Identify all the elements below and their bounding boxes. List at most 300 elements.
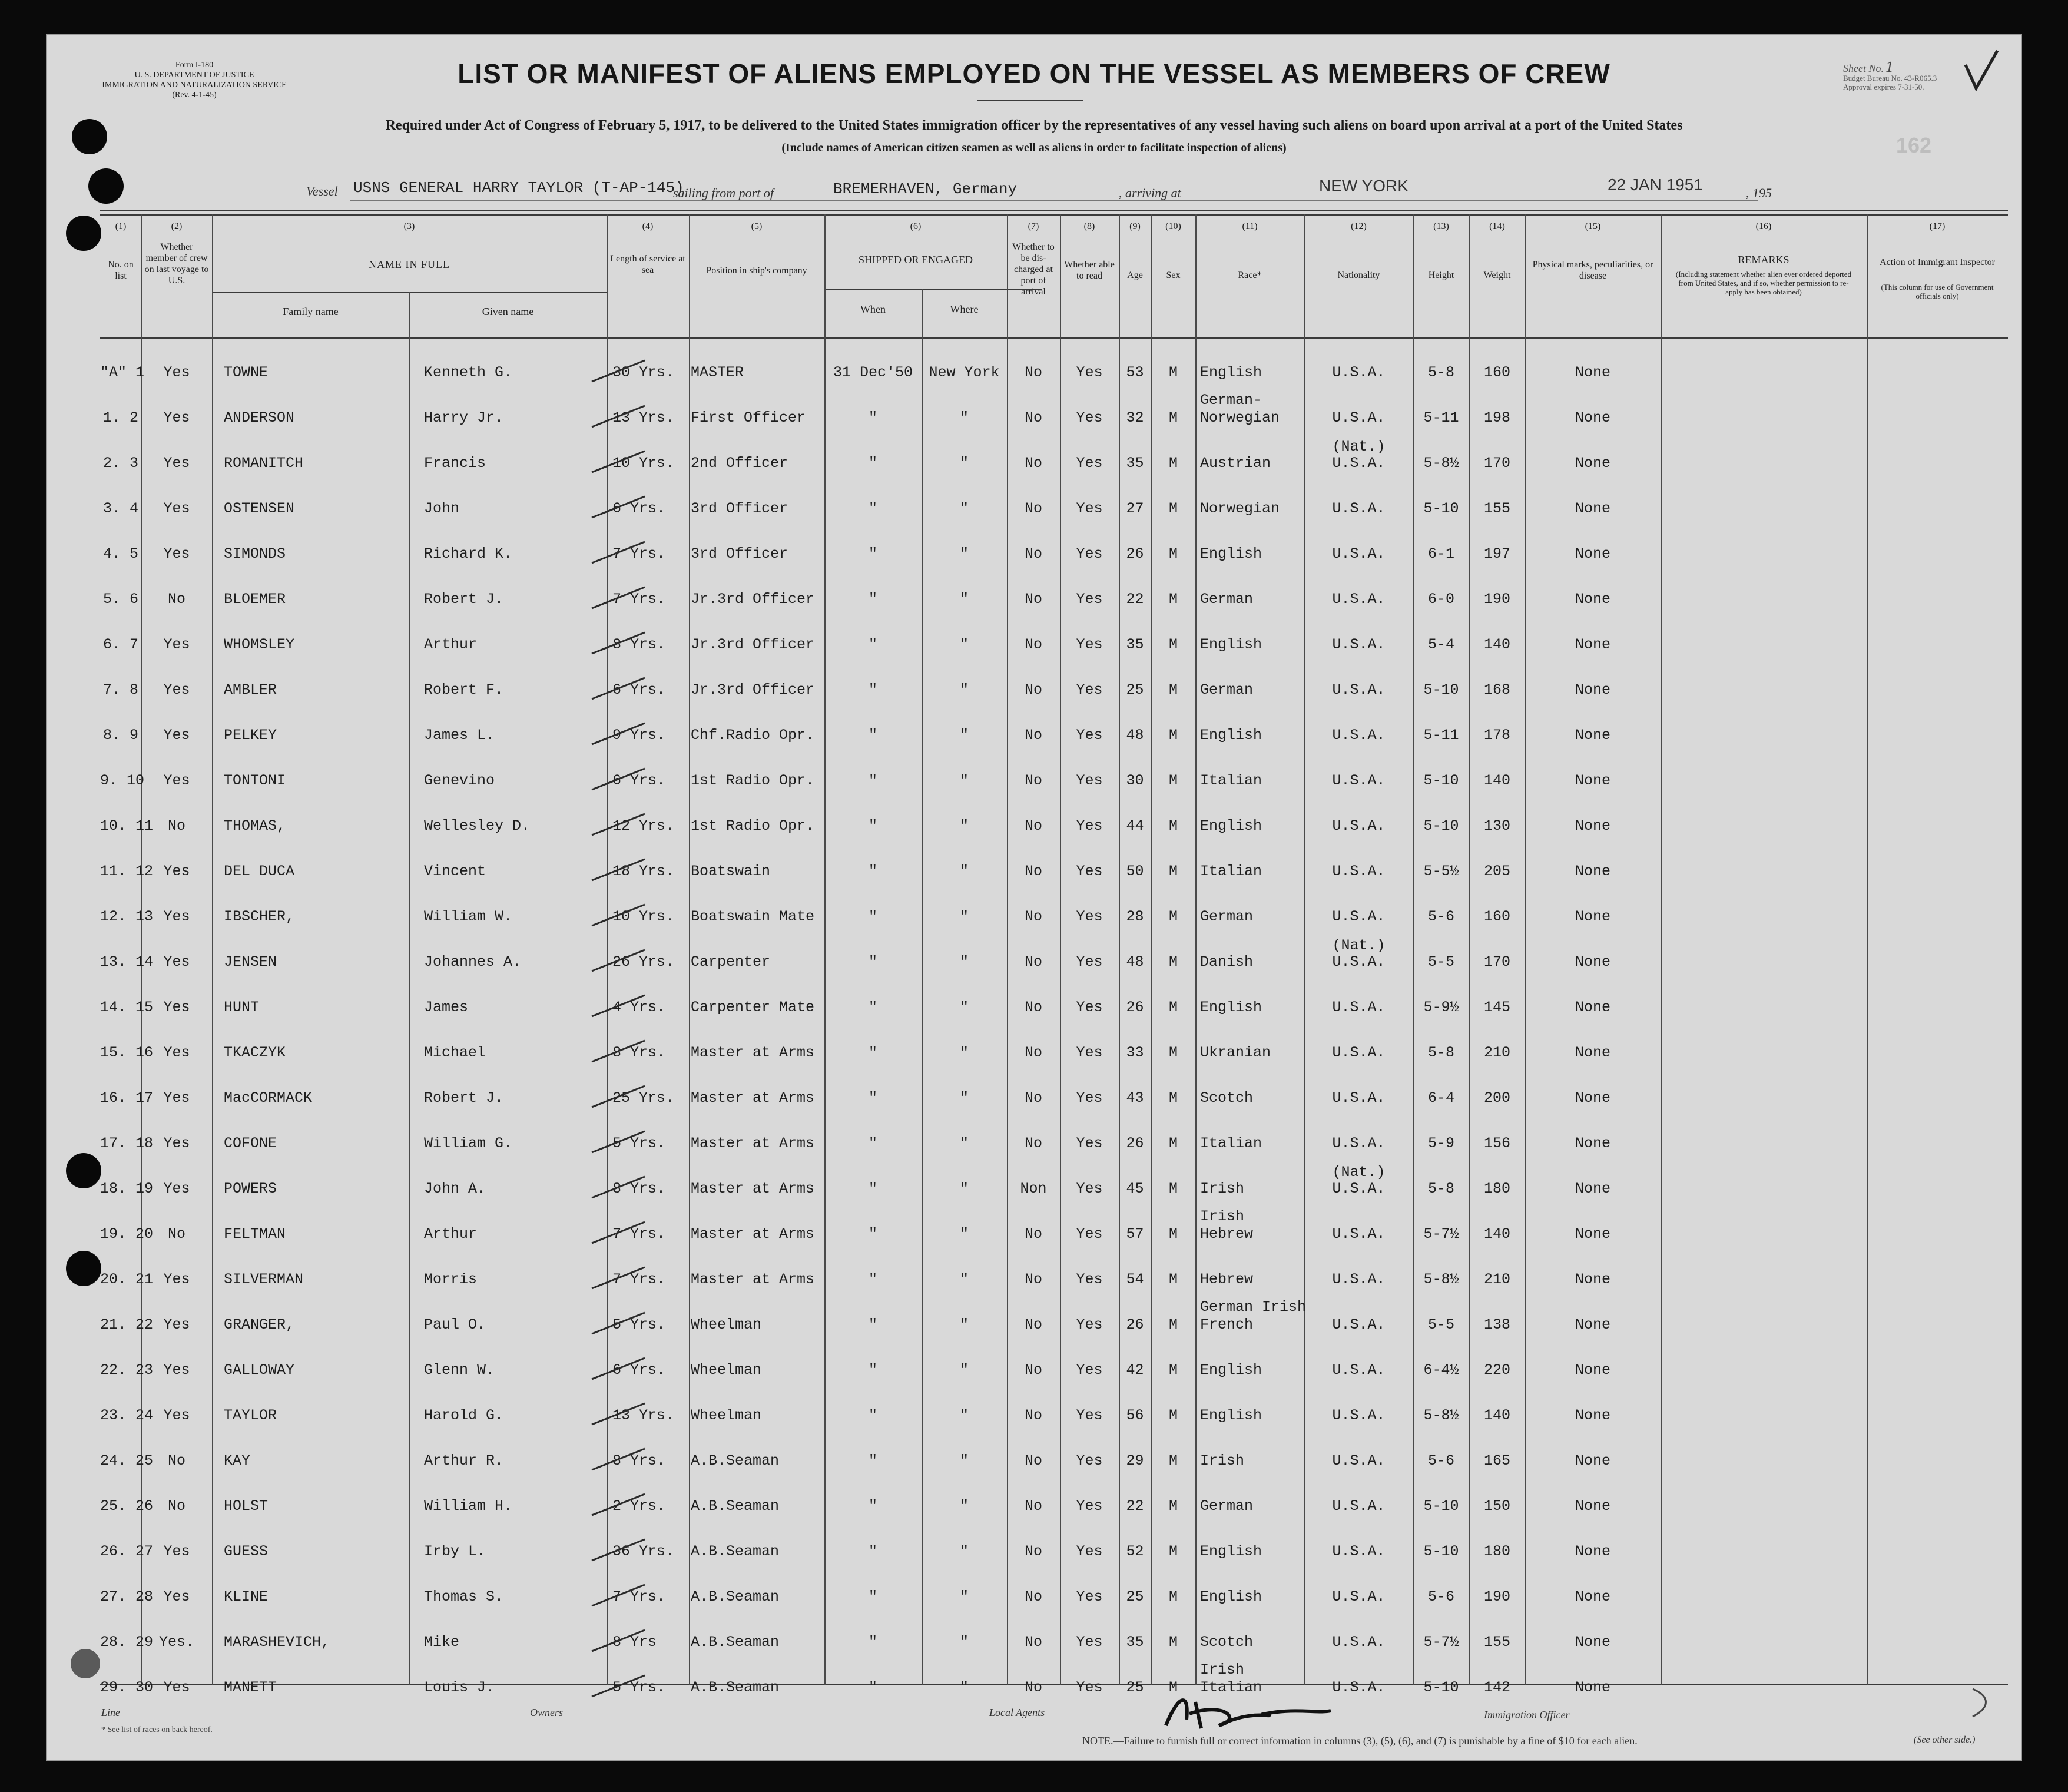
cell-service: 5 Yrs. xyxy=(612,1135,666,1152)
cell-height: 5-5 xyxy=(1427,953,1454,970)
cell-height: 5-10 xyxy=(1423,772,1459,789)
cell-disch: No xyxy=(1024,409,1042,426)
cell-where: " xyxy=(959,1135,969,1152)
cell-where: " xyxy=(959,999,969,1016)
cell-crew: Yes xyxy=(163,908,190,925)
cell-position: Carpenter Mate xyxy=(691,999,815,1016)
cell-crew: No xyxy=(167,1498,185,1515)
cell-physical: None xyxy=(1575,1452,1610,1469)
cell-no: 25. 26 xyxy=(100,1498,154,1515)
col-num: (9) xyxy=(1129,221,1141,231)
header-able-read: Whether able to read xyxy=(1064,260,1115,281)
cell-when: " xyxy=(868,1135,877,1152)
cell-disch: No xyxy=(1024,681,1042,698)
cell-given: Arthur xyxy=(424,1225,478,1243)
cell-position: 2nd Officer xyxy=(691,455,788,472)
cell-crew: Yes xyxy=(163,1271,190,1288)
cell-disch: No xyxy=(1024,1679,1042,1696)
check-stroke-icon xyxy=(586,1581,651,1611)
cell-weight: 168 xyxy=(1483,681,1510,698)
check-stroke-icon xyxy=(586,1536,651,1565)
cell-age: 25 xyxy=(1126,681,1144,698)
cell-given: John A. xyxy=(424,1180,486,1197)
cell-service: 6 Yrs. xyxy=(612,1362,666,1379)
cell-race-note: German Irish xyxy=(1200,1299,1307,1316)
cell-position: Boatswain xyxy=(691,863,771,880)
cell-race: Austrian xyxy=(1200,455,1271,472)
cell-given: Paul O. xyxy=(424,1316,486,1333)
cell-nat: U.S.A. xyxy=(1332,1135,1386,1152)
cell-physical: None xyxy=(1575,455,1610,472)
cell-weight: 155 xyxy=(1483,500,1510,517)
cell-no: 26. 27 xyxy=(100,1543,154,1560)
cell-physical: None xyxy=(1575,817,1610,834)
cell-family: MANETT xyxy=(224,1679,277,1696)
cell-service: 7 Yrs. xyxy=(612,1271,666,1288)
cell-weight: 198 xyxy=(1483,409,1510,426)
check-stroke-icon xyxy=(586,448,651,477)
cell-race: Hebrew xyxy=(1200,1225,1254,1243)
footer-officer-label: Immigration Officer xyxy=(1484,1709,1570,1721)
cell-weight: 155 xyxy=(1483,1634,1510,1651)
col-num: (10) xyxy=(1165,221,1181,231)
cell-race: English xyxy=(1200,727,1262,744)
cell-position: 1st Radio Opr. xyxy=(691,817,815,834)
cell-weight: 197 xyxy=(1483,545,1510,562)
table-row xyxy=(47,1000,2021,1045)
table-top-rule xyxy=(100,210,2008,211)
cell-position: Wheelman xyxy=(691,1407,762,1424)
title-underline xyxy=(977,100,1083,101)
cell-when: " xyxy=(868,1271,877,1288)
cell-crew: Yes xyxy=(163,953,190,970)
punch-hole xyxy=(66,216,101,251)
cell-nat: U.S.A. xyxy=(1332,1679,1386,1696)
cell-read: Yes xyxy=(1076,1225,1103,1243)
cell-when: " xyxy=(868,409,877,426)
port-from: BREMERHAVEN, Germany xyxy=(833,180,1018,198)
col-num: (15) xyxy=(1585,221,1601,231)
cell-nat: U.S.A. xyxy=(1332,863,1386,880)
cell-weight: 190 xyxy=(1483,1588,1510,1605)
cell-position: A.B.Seaman xyxy=(691,1588,780,1605)
cell-sex: M xyxy=(1168,545,1178,562)
cell-crew: Yes xyxy=(163,863,190,880)
cell-no: 27. 28 xyxy=(100,1588,154,1605)
cell-when: " xyxy=(868,908,877,925)
cell-race: English xyxy=(1200,1543,1262,1560)
cell-nat: U.S.A. xyxy=(1332,1543,1386,1560)
cell-nat: U.S.A. xyxy=(1332,817,1386,834)
cell-given: Robert F. xyxy=(424,681,504,698)
cell-service: 7 Yrs. xyxy=(612,591,666,608)
cell-service: 8 Yrs. xyxy=(612,1180,666,1197)
cell-physical: None xyxy=(1575,727,1610,744)
cell-read: Yes xyxy=(1076,681,1103,698)
check-stroke-icon xyxy=(586,402,651,432)
cell-when: " xyxy=(868,636,877,653)
table-row xyxy=(47,1499,2021,1544)
signature-icon xyxy=(1154,1684,1343,1737)
cell-given: Genevino xyxy=(424,772,495,789)
cell-height: 5-10 xyxy=(1423,681,1459,698)
cell-family: POWERS xyxy=(224,1180,277,1197)
header-crew-last-voyage: Whether member of crew on last voyage to U.S. xyxy=(144,242,209,286)
cell-physical: None xyxy=(1575,500,1610,517)
table-row xyxy=(47,1272,2021,1317)
cell-sex: M xyxy=(1168,1634,1178,1651)
cell-given: James L. xyxy=(424,727,495,744)
cell-no: 29. 30 xyxy=(100,1679,154,1696)
header-position: Position in ship's company xyxy=(706,266,807,276)
cell-read: Yes xyxy=(1076,863,1103,880)
cell-given: Irby L. xyxy=(424,1543,486,1560)
cell-disch: No xyxy=(1024,364,1042,381)
cell-when: " xyxy=(868,1407,877,1424)
cell-no: 17. 18 xyxy=(100,1135,154,1152)
cell-where: " xyxy=(959,409,969,426)
table-row xyxy=(47,819,2021,864)
cell-weight: 145 xyxy=(1483,999,1510,1016)
cell-position: Master at Arms xyxy=(691,1135,815,1152)
cell-height: 6-1 xyxy=(1427,545,1454,562)
cell-nationality-note: (Nat.) xyxy=(1332,1164,1386,1181)
check-stroke-icon xyxy=(586,1264,651,1293)
header-weight: Weight xyxy=(1483,270,1511,280)
cell-age: 50 xyxy=(1126,863,1144,880)
cell-service: 10 Yrs. xyxy=(612,455,675,472)
cell-service: 36 Yrs. xyxy=(612,1543,675,1560)
cell-position: Carpenter xyxy=(691,953,771,970)
cell-service: 18 Yrs. xyxy=(612,863,675,880)
cell-service: 6 Yrs. xyxy=(612,772,666,789)
cell-age: 54 xyxy=(1126,1271,1144,1288)
vessel-label: Vessel xyxy=(306,184,338,198)
check-stroke-icon xyxy=(586,1627,651,1656)
cell-no: 11. 12 xyxy=(100,863,154,880)
cell-nat: U.S.A. xyxy=(1332,1044,1386,1061)
cell-read: Yes xyxy=(1076,409,1103,426)
col-num: (4) xyxy=(642,221,654,231)
cell-physical: None xyxy=(1575,636,1610,653)
header-nationality: Nationality xyxy=(1337,270,1380,280)
header-length-service: Length of service at sea xyxy=(610,254,685,275)
cell-disch: No xyxy=(1024,1588,1042,1605)
cell-crew: Yes xyxy=(163,1089,190,1107)
cell-service: 2 Yrs. xyxy=(612,1498,666,1515)
cell-family: MARASHEVICH, xyxy=(224,1634,330,1651)
cell-age: 28 xyxy=(1126,908,1144,925)
cell-where: " xyxy=(959,1498,969,1515)
footer-note: NOTE.—Failure to furnish full or correct information in columns (3), (5), (6), and (7) is punishable by a fine of $10 for each alien. xyxy=(1082,1735,1638,1747)
cell-disch: No xyxy=(1024,1089,1042,1107)
cell-sex: M xyxy=(1168,591,1178,608)
cell-where: " xyxy=(959,863,969,880)
cell-race: English xyxy=(1200,636,1262,653)
cell-read: Yes xyxy=(1076,1452,1103,1469)
check-stroke-icon xyxy=(586,856,651,885)
cell-when: " xyxy=(868,772,877,789)
cell-position: A.B.Seaman xyxy=(691,1452,780,1469)
cell-weight: 142 xyxy=(1483,1679,1510,1696)
cell-height: 5-7½ xyxy=(1423,1225,1459,1243)
col-num: (11) xyxy=(1242,221,1258,231)
cell-position: 3rd Officer xyxy=(691,545,788,562)
cell-physical: None xyxy=(1575,953,1610,970)
cell-given: Thomas S. xyxy=(424,1588,504,1605)
table-row xyxy=(47,773,2021,819)
cell-crew: Yes xyxy=(163,1044,190,1061)
cell-read: Yes xyxy=(1076,1498,1103,1515)
table-row xyxy=(47,728,2021,773)
table-row xyxy=(47,1091,2021,1136)
cell-family: GRANGER, xyxy=(224,1316,295,1333)
cell-sex: M xyxy=(1168,1588,1178,1605)
cell-family: KLINE xyxy=(224,1588,269,1605)
check-stroke-icon xyxy=(586,720,651,749)
cell-physical: None xyxy=(1575,908,1610,925)
cell-when: " xyxy=(868,1679,877,1696)
cell-disch: No xyxy=(1024,1452,1042,1469)
cell-position: Wheelman xyxy=(691,1316,762,1333)
cell-read: Yes xyxy=(1076,999,1103,1016)
cell-given: Richard K. xyxy=(424,545,513,562)
table-row xyxy=(47,1299,2021,1363)
cell-no: 7. 8 xyxy=(102,681,138,698)
cell-given: Francis xyxy=(424,455,486,472)
footer-races-note: * See list of races on back hereof. xyxy=(101,1725,213,1734)
table-row xyxy=(47,438,2021,501)
cell-no: 13. 14 xyxy=(100,953,154,970)
cell-weight: 150 xyxy=(1483,1498,1510,1515)
cell-crew: Yes xyxy=(163,636,190,653)
cell-disch: No xyxy=(1024,727,1042,744)
cell-race-note: German- xyxy=(1200,392,1262,409)
cell-nat: U.S.A. xyxy=(1332,727,1386,744)
cell-read: Yes xyxy=(1076,1407,1103,1424)
page-subtitle: Required under Act of Congress of February 5, 1917, to be delivered to the United States immigration officer by the representatives of any vessel having such aliens on board upon arrival at a port of the United States xyxy=(385,118,1683,133)
cell-when: " xyxy=(868,1180,877,1197)
cell-sex: M xyxy=(1168,1044,1178,1061)
cell-physical: None xyxy=(1575,1180,1610,1197)
cell-family: COFONE xyxy=(224,1135,277,1152)
col-num: (13) xyxy=(1433,221,1449,231)
cell-race: French xyxy=(1200,1316,1254,1333)
check-stroke-icon xyxy=(586,1400,651,1429)
cell-crew: No xyxy=(167,591,185,608)
cell-read: Yes xyxy=(1076,727,1103,744)
cell-weight: 140 xyxy=(1483,1407,1510,1424)
cell-service: 6 Yrs. xyxy=(612,681,666,698)
header-given-name: Given name xyxy=(482,306,534,317)
cell-nat: U.S.A. xyxy=(1332,953,1386,970)
cell-physical: None xyxy=(1575,1135,1610,1152)
cell-height: 5-8½ xyxy=(1423,1271,1459,1288)
cell-weight: 210 xyxy=(1483,1044,1510,1061)
cell-where: " xyxy=(959,772,969,789)
cell-disch: No xyxy=(1024,1362,1042,1379)
check-stroke-icon xyxy=(586,584,651,613)
cell-no: 18. 19 xyxy=(100,1180,154,1197)
cell-where: " xyxy=(959,545,969,562)
cell-weight: 130 xyxy=(1483,817,1510,834)
cell-sex: M xyxy=(1168,455,1178,472)
cell-weight: 190 xyxy=(1483,591,1510,608)
cell-race: Norwegian xyxy=(1200,409,1280,426)
cell-age: 22 xyxy=(1126,1498,1144,1515)
check-stroke-icon xyxy=(586,810,651,840)
cell-read: Yes xyxy=(1076,953,1103,970)
cell-age: 30 xyxy=(1126,772,1144,789)
cell-race-note: Irish xyxy=(1200,1661,1245,1678)
cell-physical: None xyxy=(1575,1634,1610,1651)
table-row xyxy=(47,365,2021,410)
cell-given: Mike xyxy=(424,1634,460,1651)
cell-given: Harold G. xyxy=(424,1407,504,1424)
table-row xyxy=(47,1136,2021,1181)
cell-when: " xyxy=(868,545,877,562)
cell-position: Master at Arms xyxy=(691,1089,815,1107)
cell-age: 25 xyxy=(1126,1588,1144,1605)
cell-disch: No xyxy=(1024,863,1042,880)
cell-physical: None xyxy=(1575,591,1610,608)
col-num: (6) xyxy=(910,221,922,231)
arrival-date-stamp: 22 JAN 1951 xyxy=(1608,175,1703,194)
cell-given: Glenn W. xyxy=(424,1362,495,1379)
cell-family: MacCORMACK xyxy=(224,1089,313,1107)
cell-height: 5-8 xyxy=(1427,1180,1454,1197)
cell-weight: 140 xyxy=(1483,636,1510,653)
cell-read: Yes xyxy=(1076,908,1103,925)
cell-position: A.B.Seaman xyxy=(691,1634,780,1651)
cell-age: 56 xyxy=(1126,1407,1144,1424)
punch-hole xyxy=(71,1649,100,1678)
cell-given: Michael xyxy=(424,1044,486,1061)
cell-age: 35 xyxy=(1126,455,1144,472)
cell-position: Wheelman xyxy=(691,1362,762,1379)
cell-disch: No xyxy=(1024,545,1042,562)
check-stroke-icon xyxy=(586,493,651,522)
cell-disch: No xyxy=(1024,455,1042,472)
cell-given: Robert J. xyxy=(424,591,504,608)
col-num: (5) xyxy=(751,221,763,231)
cell-age: 35 xyxy=(1126,636,1144,653)
cell-height: 5-11 xyxy=(1423,409,1459,426)
cell-sex: M xyxy=(1168,1316,1178,1333)
cell-given: James xyxy=(424,999,469,1016)
cell-where: " xyxy=(959,681,969,698)
cell-age: 45 xyxy=(1126,1180,1144,1197)
form-id-line: Form I-180 xyxy=(175,61,214,69)
cell-service: 5 Yrs. xyxy=(612,1679,666,1696)
header-shipped-engaged: SHIPPED OR ENGAGED xyxy=(858,254,973,266)
table-row xyxy=(47,1453,2021,1499)
cell-crew: Yes xyxy=(163,545,190,562)
cell-physical: None xyxy=(1575,1498,1610,1515)
cell-age: 44 xyxy=(1126,817,1144,834)
cell-disch: No xyxy=(1024,1543,1042,1560)
cell-physical: None xyxy=(1575,364,1610,381)
header-physical: Physical marks, peculiarities, or disease xyxy=(1532,260,1653,281)
cell-disch: No xyxy=(1024,1498,1042,1515)
cell-nat: U.S.A. xyxy=(1332,1180,1386,1197)
header-age: Age xyxy=(1127,270,1143,280)
cell-read: Yes xyxy=(1076,1180,1103,1197)
cell-no: 15. 16 xyxy=(100,1044,154,1061)
cell-weight: 160 xyxy=(1483,364,1510,381)
cell-when: " xyxy=(868,999,877,1016)
cell-nat: U.S.A. xyxy=(1332,636,1386,653)
cell-age: 26 xyxy=(1126,1316,1144,1333)
sheet-number-label: Sheet No. xyxy=(1843,62,1884,74)
cell-position: 3rd Officer xyxy=(691,500,788,517)
cell-position: Chf.Radio Opr. xyxy=(691,727,815,744)
cell-where: " xyxy=(959,1271,969,1288)
cell-no: 10. 11 xyxy=(100,817,154,834)
cell-age: 42 xyxy=(1126,1362,1144,1379)
cell-crew: Yes xyxy=(163,409,190,426)
cell-physical: None xyxy=(1575,1362,1610,1379)
cell-no: 3. 4 xyxy=(102,500,138,517)
cell-service: 4 Yrs. xyxy=(612,999,666,1016)
cell-given: Wellesley D. xyxy=(424,817,531,834)
table-row xyxy=(47,683,2021,728)
cell-physical: None xyxy=(1575,1271,1610,1288)
cell-no: 16. 17 xyxy=(100,1089,154,1107)
cell-disch: No xyxy=(1024,1634,1042,1651)
cell-when: " xyxy=(868,1362,877,1379)
cell-where: " xyxy=(959,455,969,472)
cell-disch: No xyxy=(1024,591,1042,608)
cell-where: " xyxy=(959,1634,969,1651)
cell-read: Yes xyxy=(1076,1588,1103,1605)
cell-read: Yes xyxy=(1076,1634,1103,1651)
punch-hole xyxy=(72,119,107,154)
cell-race: Italian xyxy=(1200,863,1262,880)
cell-physical: None xyxy=(1575,999,1610,1016)
cell-no: 6. 7 xyxy=(102,636,138,653)
cell-sex: M xyxy=(1168,727,1178,744)
cell-physical: None xyxy=(1575,1044,1610,1061)
cell-when: " xyxy=(868,1588,877,1605)
table-row xyxy=(47,937,2021,1000)
cell-disch: No xyxy=(1024,636,1042,653)
cell-height: 5-11 xyxy=(1423,727,1459,744)
cell-crew: Yes xyxy=(163,1316,190,1333)
cell-age: 26 xyxy=(1126,545,1144,562)
cell-race: English xyxy=(1200,1407,1262,1424)
cell-crew: Yes xyxy=(163,1135,190,1152)
cell-physical: None xyxy=(1575,1407,1610,1424)
table-row xyxy=(47,1363,2021,1408)
cell-race: Italian xyxy=(1200,1135,1262,1152)
col-num: (8) xyxy=(1083,221,1095,231)
cell-race: German xyxy=(1200,591,1254,608)
cell-nationality-note: (Nat.) xyxy=(1332,438,1386,455)
cell-no: 9. 10 xyxy=(100,772,145,789)
col-num: (2) xyxy=(171,221,183,231)
cell-nat: U.S.A. xyxy=(1332,1407,1386,1424)
cell-sex: M xyxy=(1168,409,1178,426)
cell-service: 7 Yrs. xyxy=(612,545,666,562)
cell-family: DEL DUCA xyxy=(224,863,295,880)
cell-no: 1. 2 xyxy=(102,409,138,426)
form-id-line: U. S. DEPARTMENT OF JUSTICE xyxy=(134,71,254,80)
cell-nat: U.S.A. xyxy=(1332,999,1386,1016)
cell-crew: Yes. xyxy=(158,1634,194,1651)
cell-crew: Yes xyxy=(163,1180,190,1197)
footer-other-side: (See other side.) xyxy=(1914,1735,1976,1745)
